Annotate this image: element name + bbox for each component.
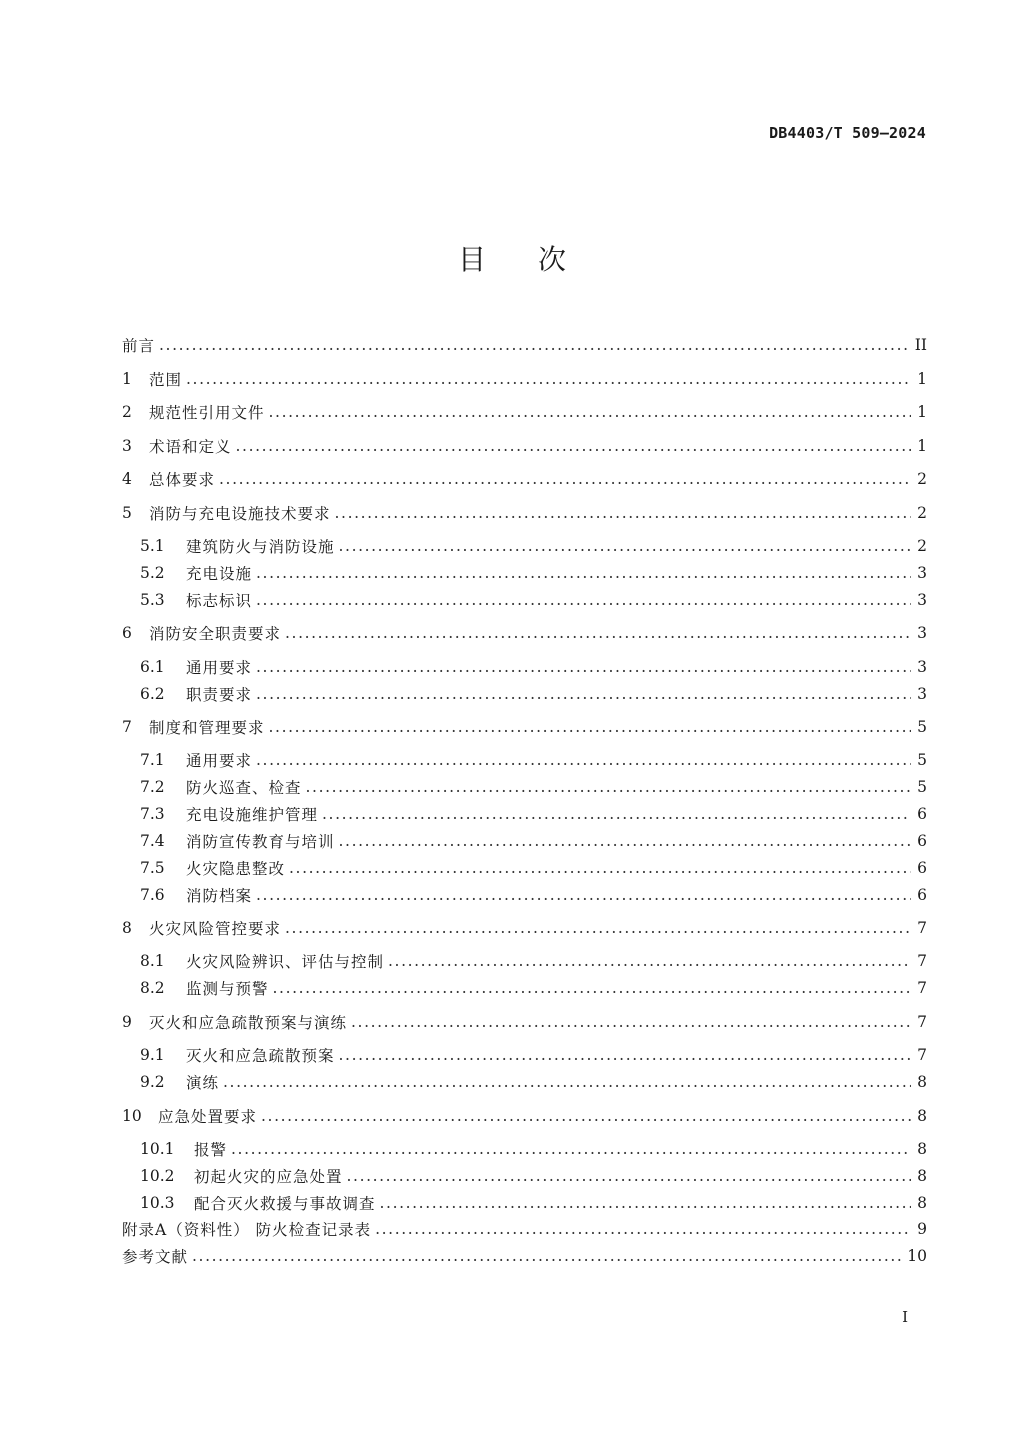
toc-entry-title: 监测与预警 (186, 980, 269, 998)
toc-entry-title: 初起火灾的应急处置 (194, 1168, 343, 1186)
toc-entry-number: 9 (122, 1013, 132, 1031)
toc-entry-page: 7 (917, 979, 927, 997)
toc-entry-page: 2 (917, 537, 927, 555)
toc-entry-page: 7 (917, 1013, 927, 1031)
toc-entry-page: 9 (917, 1220, 927, 1238)
toc-entry-number: 9.2 (140, 1073, 165, 1091)
toc-entry-page: 10 (907, 1247, 927, 1265)
toc-entry-title: 防火巡查、检查 (186, 779, 302, 797)
toc-entry[interactable] (140, 884, 927, 906)
toc-leader-dots (231, 1138, 911, 1160)
toc-leader-dots (306, 776, 911, 798)
toc-entry[interactable] (122, 334, 927, 356)
toc-entry-title: 总体要求 (149, 471, 216, 489)
toc-leader-dots (219, 468, 911, 490)
toc-leader-dots (256, 749, 911, 771)
toc-entry-number: 8 (122, 919, 132, 937)
toc-entry-number: 4 (122, 470, 132, 488)
toc-entry-title: 职责要求 (186, 686, 253, 704)
toc-entry-title: 建筑防火与消防设施 (186, 538, 335, 556)
page-title: 目次 (457, 243, 618, 276)
toc-entry-page: 1 (917, 370, 927, 388)
toc-entry-title: 通用要求 (186, 752, 253, 770)
toc-leader-dots (285, 917, 911, 939)
toc-entry[interactable] (140, 977, 927, 999)
toc-entry[interactable] (122, 622, 927, 644)
toc-entry-number: 3 (122, 437, 132, 455)
toc-leader-dots (256, 656, 911, 678)
toc-entry[interactable] (140, 589, 927, 611)
toc-entry-number: 8.2 (140, 979, 165, 997)
toc-entry-page: II (914, 336, 927, 354)
toc-entry-page: 2 (917, 504, 927, 522)
toc-entry[interactable] (122, 1245, 927, 1267)
toc-entry[interactable] (140, 857, 927, 879)
toc-entry-number: 5.2 (140, 564, 165, 582)
toc-entry-title: 火灾风险辨识、评估与控制 (186, 953, 385, 971)
toc-entry[interactable] (140, 950, 927, 972)
toc-entry[interactable] (140, 683, 927, 705)
toc-entry-page: 6 (917, 859, 927, 877)
toc-entry-title: 附录A（资料性） 防火检查记录表 (122, 1221, 372, 1239)
toc-entry-page: 6 (917, 832, 927, 850)
toc-entry-number: 10.2 (140, 1167, 175, 1185)
toc-entry-page: 2 (917, 470, 927, 488)
toc-leader-dots (186, 368, 911, 390)
toc-entry-page: 8 (917, 1140, 927, 1158)
toc-entry-title: 充电设施维护管理 (186, 806, 319, 824)
toc-entry-page: 3 (917, 685, 927, 703)
toc-leader-dots (192, 1245, 903, 1267)
toc-entry[interactable] (122, 716, 927, 738)
toc-entry[interactable] (122, 368, 927, 390)
toc-entry-title: 火灾隐患整改 (186, 860, 286, 878)
toc-entry-number: 6.2 (140, 685, 165, 703)
toc-entry[interactable] (122, 1105, 927, 1127)
toc-entry-title: 配合灭火救援与事故调查 (194, 1195, 376, 1213)
toc-entry-title: 演练 (186, 1074, 220, 1092)
toc-entry-number: 2 (122, 403, 132, 421)
toc-entry-title: 标志标识 (186, 592, 253, 610)
toc-entry[interactable] (140, 1165, 927, 1187)
toc-entry-number: 1 (122, 370, 132, 388)
toc-entry[interactable] (122, 502, 927, 524)
toc-entry-title: 消防与充电设施技术要求 (149, 505, 331, 523)
toc-entry-page: 5 (917, 718, 927, 736)
toc-entry[interactable] (140, 1138, 927, 1160)
toc-entry-number: 6.1 (140, 658, 165, 676)
toc-leader-dots (375, 1218, 911, 1240)
toc-entry[interactable] (122, 468, 927, 490)
toc-entry-title: 消防档案 (186, 887, 253, 905)
toc-entry[interactable] (140, 656, 927, 678)
toc-entry[interactable] (122, 1011, 927, 1033)
toc-leader-dots (236, 435, 911, 457)
toc-leader-dots (339, 535, 911, 557)
toc-leader-dots (256, 884, 911, 906)
toc-entry-number: 6 (122, 624, 132, 642)
toc-entry-number: 10.1 (140, 1140, 175, 1158)
toc-leader-dots (256, 683, 911, 705)
toc-entry-number: 7.2 (140, 778, 165, 796)
toc-entry-title: 规范性引用文件 (149, 404, 265, 422)
toc-entry-page: 5 (917, 778, 927, 796)
toc-entry-title: 灭火和应急疏散预案与演练 (149, 1014, 348, 1032)
toc-leader-dots (335, 502, 911, 524)
toc-entry-title: 前言 (122, 337, 156, 355)
toc-entry-page: 3 (917, 658, 927, 676)
toc-entry[interactable] (140, 1044, 927, 1066)
toc-leader-dots (339, 830, 911, 852)
toc-entry-page: 8 (917, 1167, 927, 1185)
toc-entry[interactable] (140, 1192, 927, 1214)
toc-entry[interactable] (122, 435, 927, 457)
toc-entry-number: 10 (122, 1107, 142, 1125)
toc-leader-dots (388, 950, 911, 972)
toc-entry-number: 7.3 (140, 805, 165, 823)
toc-entry-page: 3 (917, 624, 927, 642)
toc-leader-dots (351, 1011, 911, 1033)
document-code: DB4403/T 509—2024 (769, 124, 926, 142)
toc-leader-dots (273, 977, 911, 999)
toc-entry-number: 8.1 (140, 952, 165, 970)
toc-entry-page: 7 (917, 952, 927, 970)
toc-entry-title: 术语和定义 (149, 438, 232, 456)
toc-leader-dots (269, 716, 911, 738)
toc-entry-page: 8 (917, 1107, 927, 1125)
toc-entry-title: 消防安全职责要求 (149, 625, 282, 643)
toc-entry-number: 7.4 (140, 832, 165, 850)
toc-entry-page: 1 (917, 403, 927, 421)
toc-entry-number: 5.3 (140, 591, 165, 609)
toc-entry-page: 7 (917, 1046, 927, 1064)
toc-entry-page: 5 (917, 751, 927, 769)
toc-leader-dots (223, 1071, 911, 1093)
toc-leader-dots (347, 1165, 911, 1187)
toc-entry-title: 消防宣传教育与培训 (186, 833, 335, 851)
toc-entry-number: 7 (122, 718, 132, 736)
toc-leader-dots (269, 401, 911, 423)
toc-entry-number: 5 (122, 504, 132, 522)
toc-entry[interactable] (122, 917, 927, 939)
toc-entry-number: 10.3 (140, 1194, 175, 1212)
toc-entry[interactable] (122, 401, 927, 423)
toc-leader-dots (256, 589, 911, 611)
toc-entry[interactable] (140, 776, 927, 798)
toc-entry-page: 1 (917, 437, 927, 455)
toc-entry-title: 通用要求 (186, 659, 253, 677)
toc-entry[interactable] (140, 830, 927, 852)
toc-entry-title: 报警 (194, 1141, 228, 1159)
toc-leader-dots (322, 803, 911, 825)
toc-entry[interactable] (140, 562, 927, 584)
toc-entry-number: 7.5 (140, 859, 165, 877)
toc-entry-page: 8 (917, 1194, 927, 1212)
toc-entry-number: 7.6 (140, 886, 165, 904)
toc-entry-title: 灭火和应急疏散预案 (186, 1047, 335, 1065)
toc-leader-dots (261, 1105, 911, 1127)
toc-leader-dots (285, 622, 911, 644)
toc-entry[interactable] (122, 1218, 927, 1240)
toc-entry-title: 应急处置要求 (158, 1108, 258, 1126)
toc-entry-page: 6 (917, 886, 927, 904)
toc-leader-dots (256, 562, 911, 584)
toc-leader-dots (339, 1044, 911, 1066)
toc-entry-page: 3 (917, 591, 927, 609)
toc-entry-title: 参考文献 (122, 1248, 189, 1266)
toc-leader-dots (289, 857, 911, 879)
page-number: I (902, 1308, 908, 1326)
toc-leader-dots (159, 334, 911, 356)
toc-entry-page: 3 (917, 564, 927, 582)
toc-entry-number: 5.1 (140, 537, 165, 555)
toc-entry-title: 充电设施 (186, 565, 253, 583)
toc-entry[interactable] (140, 803, 927, 825)
toc-entry-title: 制度和管理要求 (149, 719, 265, 737)
toc-entry-number: 7.1 (140, 751, 165, 769)
toc-entry-page: 6 (917, 805, 927, 823)
toc-entry-title: 范围 (149, 371, 183, 389)
toc-leader-dots (380, 1192, 911, 1214)
toc-entry[interactable] (140, 1071, 927, 1093)
toc-entry[interactable] (140, 749, 927, 771)
toc-entry-number: 9.1 (140, 1046, 165, 1064)
toc-entry-page: 7 (917, 919, 927, 937)
toc-entry-title: 火灾风险管控要求 (149, 920, 282, 938)
toc-entry[interactable] (140, 535, 927, 557)
toc-entry-page: 8 (917, 1073, 927, 1091)
